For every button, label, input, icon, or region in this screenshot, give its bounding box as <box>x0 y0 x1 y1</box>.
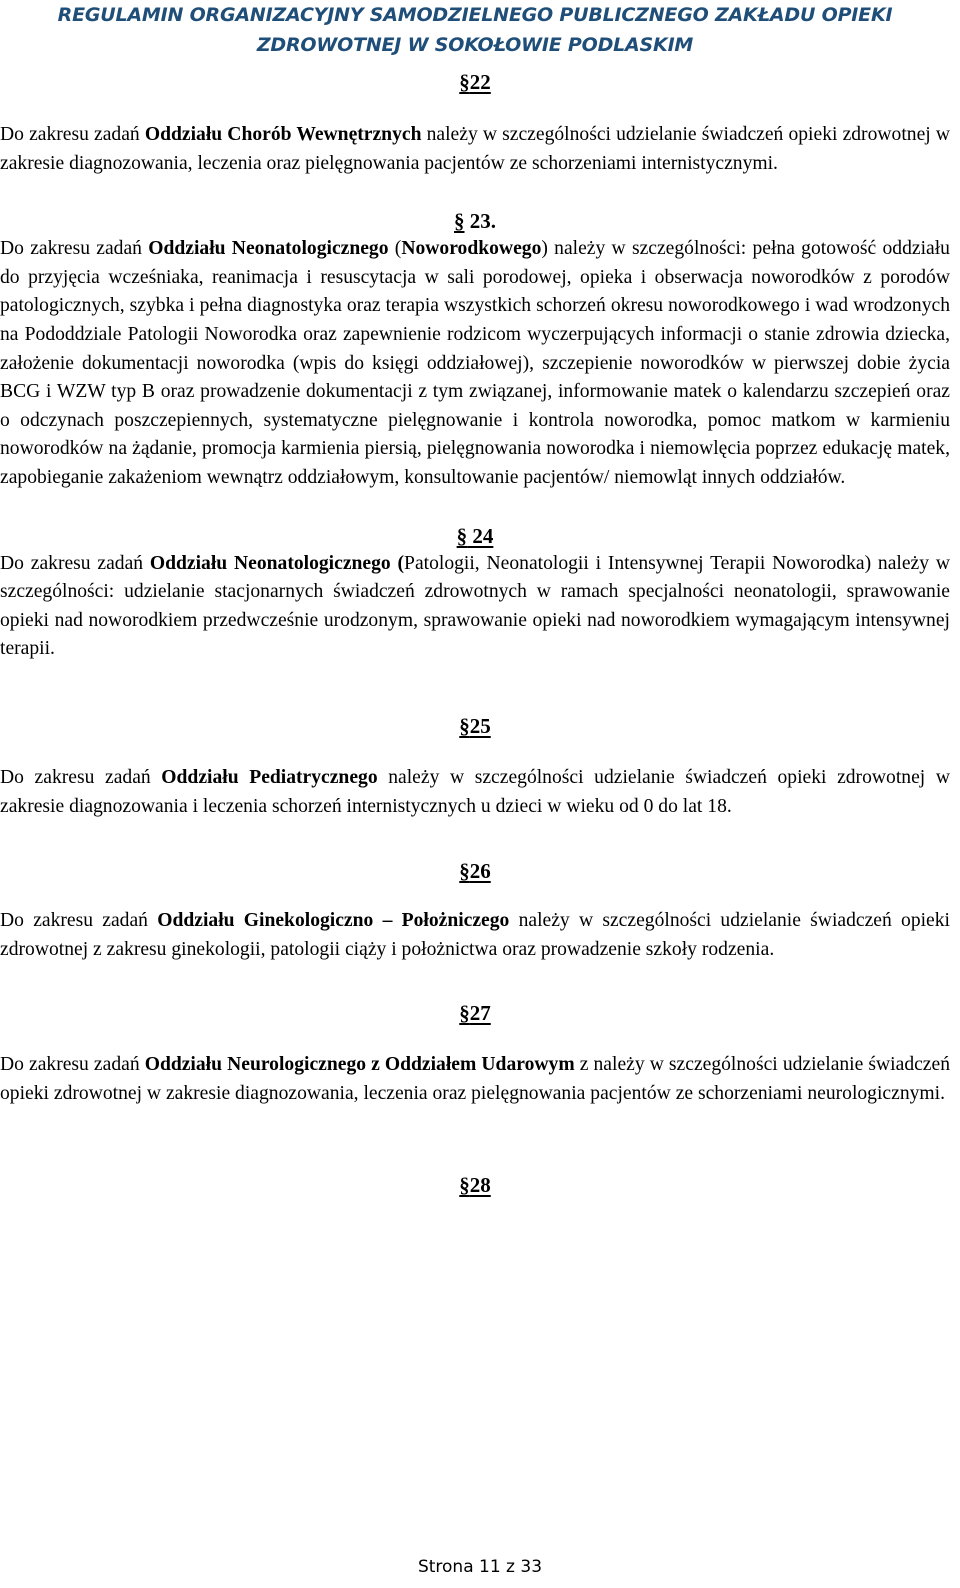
paragraph-mark: § <box>459 1173 470 1198</box>
department-name: Oddziału Neonatologicznego <box>148 238 389 260</box>
text-run: Do zakresu zadań <box>0 910 158 932</box>
text-run: ) należy w szczególności: pełna gotowość oddziału do przyjęcia wcześniaka, reanimacja i resuscytacja w sali porodowej, opieka i obserwacja noworodków z porodów patologicznych, szybka i pełna diagnostyka oraz terapia wszystkich schorzeń okresu noworodkowego i wad wrodzonych na Pododdziale Patologii Noworodka oraz zapewnienie rodzicom wyczerpujących informacji o stanie zdrowia dziecka, założenie dokumentacji noworodka (wpis do księgi oddziałowej), szczepienie noworodków w pierwszej dobie życia BCG i WZW typ B oraz prowadzenie dokumentacji z tym związanej, informowanie matek o kalendarzu szczepień oraz o odczynach poszczepiennych, systematyczne pielęgnowanie i kontrola noworodka, pomoc matkom w karmieniu noworodków na żądanie, promocja karmienia piersią, pielęgnowania noworodka i niemowlęcia poprzez edukację matek, zapobieganie zakażeniom wewnątrz oddziałowym, konsultowanie pacjentów/ niemowląt innych oddziałów. <box>0 238 950 488</box>
section-number: 26 <box>469 859 491 884</box>
section-number: 24 <box>467 523 494 548</box>
text-run: Do zakresu zadań <box>0 1054 145 1076</box>
section-heading-25 <box>0 712 950 740</box>
section-text-23 <box>0 235 950 492</box>
section-number: 22 <box>469 70 491 94</box>
page-footer <box>0 1553 960 1581</box>
section-23 <box>0 207 950 492</box>
section-heading-28 <box>0 1171 950 1199</box>
section-27 <box>0 999 950 1108</box>
section-text-25 <box>0 764 950 821</box>
text-run: z należy w szczególności udzielanie świadczeń opieki zdrowotnej w zakresie diagnozowania, leczenia oraz pielęgnowania pacjentów ze schorzeniami neurologicznymi. <box>0 1054 950 1104</box>
section-number: 27 <box>469 1001 491 1026</box>
text-run: ( <box>388 238 402 260</box>
text-run: Do zakresu zadań <box>0 238 149 260</box>
document-header <box>0 0 950 60</box>
section-number: 28 <box>469 1173 491 1198</box>
section-25 <box>0 712 950 821</box>
text-run: Do zakresu zadań <box>0 124 145 145</box>
section-28 <box>0 1171 950 1199</box>
section-text-22 <box>0 121 950 178</box>
paragraph-mark: § <box>459 70 470 94</box>
section-24 <box>0 522 950 664</box>
text-run: należy w szczególności udzielanie świadczeń opieki zdrowotnej w zakresie diagnozowania i leczenia schorzeń internistycznych u dzieci w wieku od 0 do lat 18. <box>0 766 950 817</box>
page-number: Strona 11 z 33 <box>417 1557 543 1577</box>
section-heading-26 <box>0 857 950 885</box>
department-name: Oddziału Chorób Wewnętrznych <box>144 124 422 145</box>
paragraph-mark: § <box>459 1001 470 1026</box>
section-number: 23. <box>464 209 496 234</box>
header-line-2: ZDROWOTNEJ W SOKOŁOWIE PODLASKIM <box>256 34 694 56</box>
department-name: Oddziału Neurologicznego z Oddziałem Udarowym <box>144 1054 575 1076</box>
paragraph-mark: § <box>459 713 470 738</box>
department-alt-name: Noworodkowego <box>401 238 542 260</box>
department-name: Oddziału Neonatologicznego ( <box>149 552 405 574</box>
text-run: Do zakresu zadań <box>0 766 162 788</box>
department-name: Oddziału Ginekologiczno – Położniczego <box>157 910 510 932</box>
section-heading-22 <box>0 68 950 96</box>
section-heading-27 <box>0 999 950 1027</box>
paragraph-mark: § <box>459 859 470 884</box>
text-run: Patologii, Neonatologii i Intensywnej Terapii Noworodka) należy w szczególności: udzielanie stacjonarnych świadczeń zdrowotnych w ramach specjalności neonatologii, sprawowanie opieki nad noworodkiem przedwcześnie urodzonym, sprawowanie opieki nad noworodkiem wymagającym intensywnej terapii. <box>0 552 950 660</box>
paragraph-mark: § <box>454 209 465 234</box>
paragraph-mark: § <box>456 523 468 548</box>
section-text-26 <box>0 907 950 964</box>
department-name: Oddziału Pediatrycznego <box>161 766 378 788</box>
section-heading-23 <box>0 207 950 235</box>
section-text-24 <box>0 550 950 664</box>
text-run: należy w szczególności udzielanie świadczeń opieki zdrowotnej w zakresie diagnozowania, leczenia oraz pielęgnowania pacjentów ze schorzeniami internistycznymi. <box>0 124 950 174</box>
text-run: należy w szczególności udzielanie świadczeń opieki zdrowotnej z zakresu ginekologii, patologii ciąży i położnictwa oraz prowadzenie szkoły rodzenia. <box>0 910 950 960</box>
text-run: Do zakresu zadań <box>0 552 150 574</box>
section-heading-24 <box>0 522 950 550</box>
header-line-1: REGULAMIN ORGANIZACYJNY SAMODZIELNEGO PUBLICZNEGO ZAKŁADU OPIEKI <box>57 4 893 26</box>
section-number: 25 <box>469 713 491 738</box>
section-22 <box>0 68 950 178</box>
section-26 <box>0 857 950 964</box>
section-text-27 <box>0 1051 950 1108</box>
